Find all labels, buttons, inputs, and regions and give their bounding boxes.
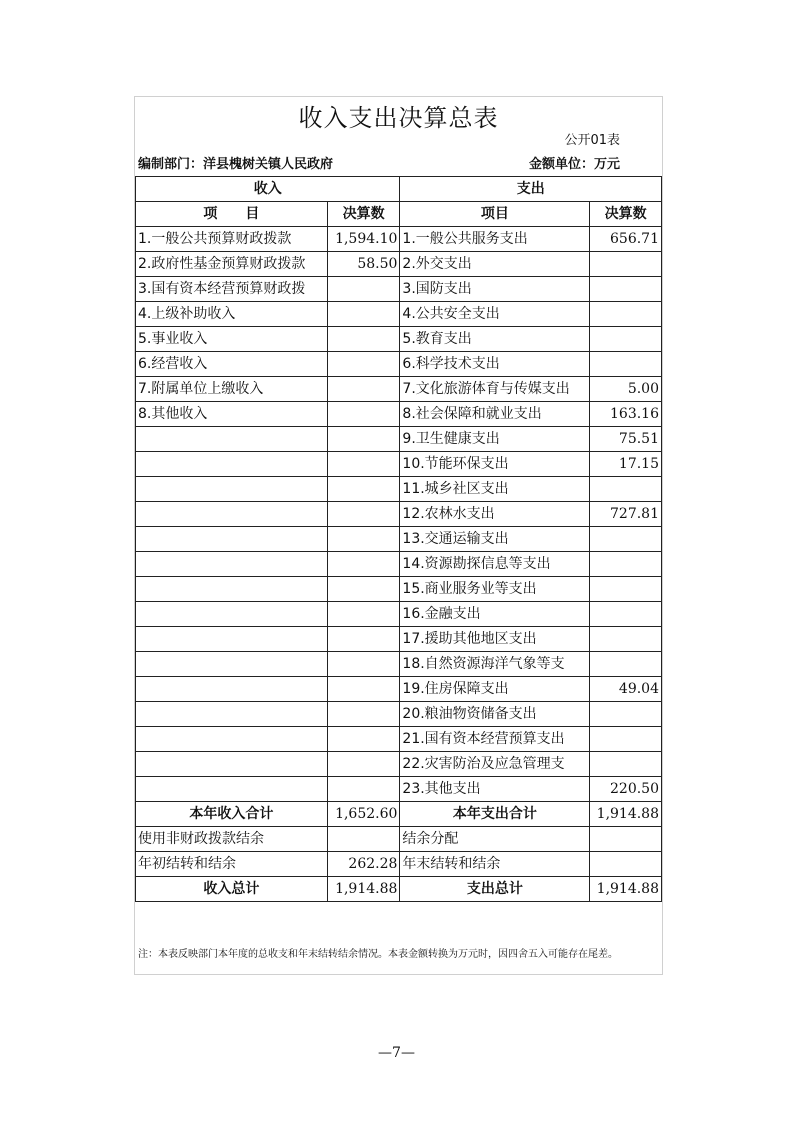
income-item-cell [136, 727, 328, 752]
income-item-cell [136, 627, 328, 652]
income-amount-cell: 58.50 [327, 252, 400, 277]
income-item-cell: 6.经营收入 [136, 352, 328, 377]
income-item-cell [136, 577, 328, 602]
expense-amount-cell: 5.00 [590, 377, 662, 402]
expense-item-cell: 18.自然资源海洋气象等支 [400, 652, 590, 677]
expense-amount-cell: 656.71 [590, 227, 662, 252]
income-amount-cell [327, 577, 400, 602]
income-amount-cell [327, 427, 400, 452]
income-item-cell [136, 502, 328, 527]
income-total-label: 使用非财政拨款结余 [136, 827, 328, 852]
expense-item-cell: 17.援助其他地区支出 [400, 627, 590, 652]
expense-item-cell: 13.交通运输支出 [400, 527, 590, 552]
income-item-cell [136, 527, 328, 552]
income-item-cell [136, 702, 328, 727]
expense-amount-cell: 17.15 [590, 452, 662, 477]
expense-amount-cell [590, 352, 662, 377]
expense-total-label: 本年支出合计 [400, 802, 590, 827]
total-row [136, 802, 662, 827]
income-item-cell [136, 677, 328, 702]
income-expense-table [135, 176, 662, 902]
income-amount-cell [327, 677, 400, 702]
section-header-row [136, 177, 662, 202]
table-row [136, 677, 662, 702]
expense-item-cell: 12.农林水支出 [400, 502, 590, 527]
expense-item-cell: 3.国防支出 [400, 277, 590, 302]
income-item-cell [136, 777, 328, 802]
expense-item-header: 项目 [400, 202, 590, 227]
income-amount-cell [327, 552, 400, 577]
expense-amount-cell: 49.04 [590, 677, 662, 702]
table-row [136, 702, 662, 727]
income-amount-cell [327, 302, 400, 327]
expense-amount-cell [590, 477, 662, 502]
table-row [136, 527, 662, 552]
table-row [136, 352, 662, 377]
expense-item-cell: 15.商业服务业等支出 [400, 577, 590, 602]
table-row [136, 602, 662, 627]
income-item-cell [136, 477, 328, 502]
expense-total-label: 支出总计 [400, 877, 590, 902]
table-row [136, 452, 662, 477]
table-row [136, 227, 662, 252]
amount-unit-label: 金额单位：万元 [528, 157, 620, 172]
table-row [136, 377, 662, 402]
income-item-cell: 4.上级补助收入 [136, 302, 328, 327]
report-title: 收入支出决算总表 [298, 104, 499, 132]
expense-amount-cell [590, 527, 662, 552]
expense-item-cell: 6.科学技术支出 [400, 352, 590, 377]
expense-amount-cell: 163.16 [590, 402, 662, 427]
expense-amount-header: 决算数 [590, 202, 662, 227]
income-amount-header: 决算数 [327, 202, 400, 227]
expense-item-cell: 21.国有资本经营预算支出 [400, 727, 590, 752]
expense-item-cell: 14.资源勘探信息等支出 [400, 552, 590, 577]
income-amount-cell [327, 352, 400, 377]
expense-total-amount: 1,914.88 [590, 877, 662, 902]
income-amount-cell [327, 752, 400, 777]
total-row [136, 827, 662, 852]
expense-amount-cell [590, 702, 662, 727]
income-item-cell [136, 752, 328, 777]
expense-amount-cell [590, 302, 662, 327]
table-row [136, 427, 662, 452]
expense-total-amount [590, 827, 662, 852]
income-amount-cell [327, 652, 400, 677]
income-amount-cell [327, 377, 400, 402]
expense-amount-cell: 727.81 [590, 502, 662, 527]
income-amount-cell [327, 602, 400, 627]
expense-item-cell: 11.城乡社区支出 [400, 477, 590, 502]
income-total-label: 年初结转和结余 [136, 852, 328, 877]
income-total-label: 本年收入合计 [136, 802, 328, 827]
income-item-cell [136, 427, 328, 452]
expense-amount-cell [590, 252, 662, 277]
expense-amount-cell [590, 327, 662, 352]
table-row [136, 752, 662, 777]
department-label: 编制部门：洋县槐树关镇人民政府 [138, 157, 334, 172]
income-amount-cell [327, 277, 400, 302]
income-total-amount [327, 827, 400, 852]
page-number: —7— [378, 1045, 415, 1061]
expense-item-cell: 4.公共安全支出 [400, 302, 590, 327]
table-row [136, 327, 662, 352]
income-amount-cell: 1,594.10 [327, 227, 400, 252]
table-row [136, 652, 662, 677]
income-item-cell: 7.附属单位上缴收入 [136, 377, 328, 402]
expense-total-amount [590, 852, 662, 877]
form-number: 公开01表 [564, 133, 620, 148]
income-item-cell [136, 452, 328, 477]
income-total-amount: 1,914.88 [327, 877, 400, 902]
income-amount-cell [327, 727, 400, 752]
expense-item-cell: 7.文化旅游体育与传媒支出 [400, 377, 590, 402]
expense-item-cell: 23.其他支出 [400, 777, 590, 802]
expense-item-cell: 22.灾害防治及应急管理支 [400, 752, 590, 777]
income-item-cell: 3.国有资本经营预算财政拨 [136, 277, 328, 302]
income-item-cell [136, 552, 328, 577]
expense-amount-cell [590, 277, 662, 302]
total-row [136, 852, 662, 877]
expense-item-cell: 5.教育支出 [400, 327, 590, 352]
table-row [136, 477, 662, 502]
income-section-header: 收入 [136, 177, 400, 202]
income-amount-cell [327, 477, 400, 502]
expense-amount-cell [590, 752, 662, 777]
report-sheet [134, 96, 663, 975]
income-amount-cell [327, 327, 400, 352]
income-item-cell [136, 602, 328, 627]
income-item-cell: 5.事业收入 [136, 327, 328, 352]
expense-item-cell: 16.金融支出 [400, 602, 590, 627]
table-row [136, 727, 662, 752]
expense-total-label: 年末结转和结余 [400, 852, 590, 877]
footnote: 注：本表反映部门本年度的总收支和年末结转结余情况。本表金额转换为万元时，因四舍五入可能存在尾差。 [138, 949, 618, 960]
expense-amount-cell: 75.51 [590, 427, 662, 452]
expense-item-cell: 10.节能环保支出 [400, 452, 590, 477]
income-item-cell: 2.政府性基金预算财政拨款 [136, 252, 328, 277]
table-row [136, 552, 662, 577]
table-row [136, 277, 662, 302]
table-row [136, 577, 662, 602]
expense-item-cell: 8.社会保障和就业支出 [400, 402, 590, 427]
income-total-label: 收入总计 [136, 877, 328, 902]
income-amount-cell [327, 452, 400, 477]
income-amount-cell [327, 702, 400, 727]
expense-total-label: 结余分配 [400, 827, 590, 852]
income-amount-cell [327, 627, 400, 652]
expense-item-cell: 1.一般公共服务支出 [400, 227, 590, 252]
income-amount-cell [327, 402, 400, 427]
column-header-row [136, 202, 662, 227]
total-row [136, 877, 662, 902]
table-row [136, 302, 662, 327]
income-item-cell: 8.其他收入 [136, 402, 328, 427]
expense-amount-cell [590, 727, 662, 752]
income-total-amount: 1,652.60 [327, 802, 400, 827]
expense-amount-cell [590, 552, 662, 577]
table-row [136, 402, 662, 427]
expense-section-header: 支出 [400, 177, 662, 202]
expense-item-cell: 9.卫生健康支出 [400, 427, 590, 452]
table-row [136, 502, 662, 527]
income-amount-cell [327, 527, 400, 552]
expense-amount-cell [590, 652, 662, 677]
expense-item-cell: 2.外交支出 [400, 252, 590, 277]
income-amount-cell [327, 777, 400, 802]
expense-amount-cell [590, 577, 662, 602]
expense-amount-cell [590, 602, 662, 627]
expense-amount-cell [590, 627, 662, 652]
income-total-amount: 262.28 [327, 852, 400, 877]
income-item-header: 项 目 [136, 202, 328, 227]
table-row [136, 252, 662, 277]
expense-amount-cell: 220.50 [590, 777, 662, 802]
table-row [136, 777, 662, 802]
income-item-cell: 1.一般公共预算财政拨款 [136, 227, 328, 252]
expense-item-cell: 20.粮油物资储备支出 [400, 702, 590, 727]
table-row [136, 627, 662, 652]
income-item-cell [136, 652, 328, 677]
expense-item-cell: 19.住房保障支出 [400, 677, 590, 702]
expense-total-amount: 1,914.88 [590, 802, 662, 827]
income-amount-cell [327, 502, 400, 527]
